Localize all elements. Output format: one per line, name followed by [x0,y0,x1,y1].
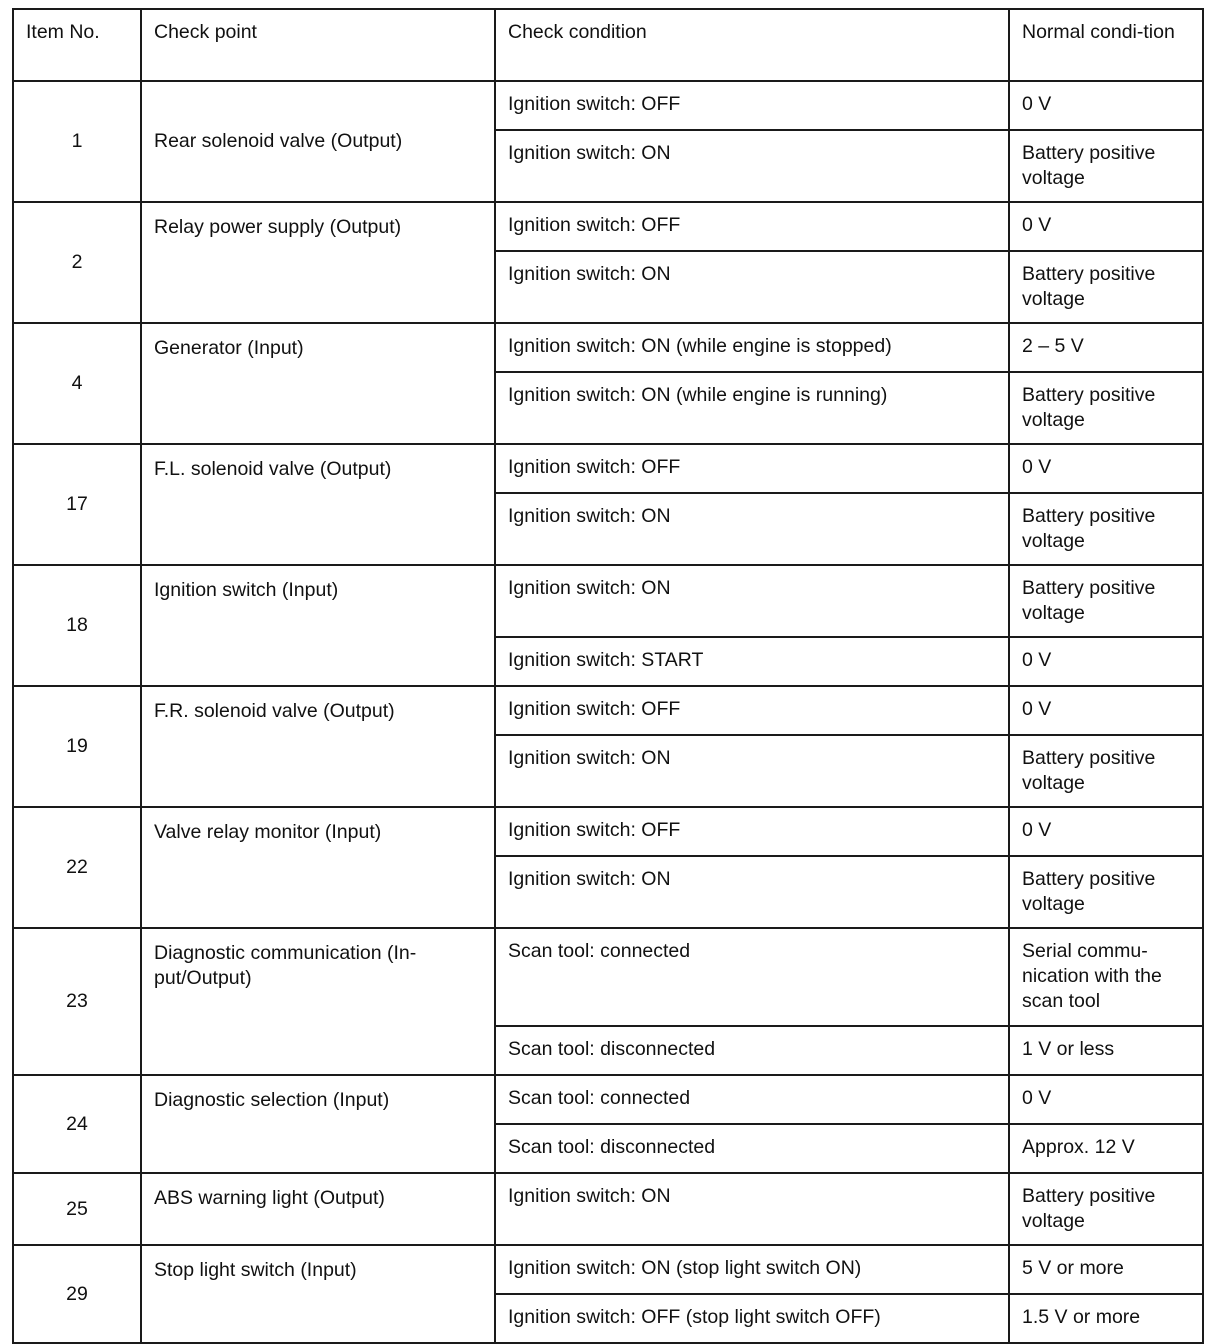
normal-condition: 0 V [1009,637,1203,686]
check-condition: Ignition switch: ON [495,251,1009,323]
table-row [13,202,1203,251]
item-number: 19 [13,686,141,807]
item-number: 1 [13,81,141,202]
normal-condition: 2 – 5 V [1009,323,1203,372]
header-item-no: Item No. [13,9,141,81]
check-condition: Ignition switch: OFF [495,444,1009,493]
table-row [13,1245,1203,1294]
normal-condition: Battery positive voltage [1009,130,1203,202]
table-row [13,81,1203,130]
check-condition: Scan tool: disconnected [495,1026,1009,1075]
table-row [13,565,1203,637]
check-point: F.L. solenoid valve (Output) [141,444,495,565]
check-table [12,8,1204,1344]
normal-condition: Battery positive voltage [1009,372,1203,444]
check-condition: Ignition switch: OFF [495,202,1009,251]
normal-condition: 0 V [1009,1075,1203,1124]
table-row [13,323,1203,372]
normal-condition: Battery positive voltage [1009,735,1203,807]
normal-condition: Battery positive voltage [1009,493,1203,565]
check-condition: Ignition switch: ON [495,493,1009,565]
table-row [13,686,1203,735]
item-number: 4 [13,323,141,444]
check-point: Relay power supply (Output) [141,202,495,323]
normal-condition: Approx. 12 V [1009,1124,1203,1173]
check-condition: Ignition switch: START [495,637,1009,686]
normal-condition: Battery positive voltage [1009,1173,1203,1245]
item-number: 17 [13,444,141,565]
item-number: 29 [13,1245,141,1343]
normal-condition: 0 V [1009,202,1203,251]
item-number: 22 [13,807,141,928]
check-condition: Ignition switch: ON [495,130,1009,202]
normal-condition: Battery positive voltage [1009,565,1203,637]
check-condition: Ignition switch: OFF [495,81,1009,130]
check-point: Diagnostic communication (In-put/Output) [141,928,495,1075]
check-condition: Scan tool: connected [495,928,1009,1026]
check-condition: Ignition switch: ON [495,565,1009,637]
check-condition: Ignition switch: ON [495,735,1009,807]
check-condition: Ignition switch: ON (stop light switch ON) [495,1245,1009,1294]
normal-condition: 1 V or less [1009,1026,1203,1075]
check-condition: Scan tool: disconnected [495,1124,1009,1173]
table-row [13,1173,1203,1245]
normal-condition: Battery positive voltage [1009,251,1203,323]
check-point: Rear solenoid valve (Output) [141,81,495,202]
normal-condition: 1.5 V or more [1009,1294,1203,1343]
check-point: Valve relay monitor (Input) [141,807,495,928]
normal-condition: 0 V [1009,81,1203,130]
check-condition: Ignition switch: ON [495,1173,1009,1245]
table-row [13,928,1203,1026]
check-point: Diagnostic selection (Input) [141,1075,495,1173]
check-condition: Ignition switch: ON (while engine is running) [495,372,1009,444]
check-condition: Ignition switch: OFF [495,686,1009,735]
check-condition: Ignition switch: ON [495,856,1009,928]
check-point: Ignition switch (Input) [141,565,495,686]
normal-condition: Serial commu-nication with the scan tool [1009,928,1203,1026]
check-condition: Ignition switch: OFF [495,807,1009,856]
check-point: Stop light switch (Input) [141,1245,495,1343]
normal-condition: 0 V [1009,807,1203,856]
check-condition: Ignition switch: ON (while engine is stopped) [495,323,1009,372]
item-number: 2 [13,202,141,323]
table-row [13,444,1203,493]
check-point: Generator (Input) [141,323,495,444]
header-normal-condition: Normal condi-tion [1009,9,1203,81]
header-check-condition: Check condition [495,9,1009,81]
header-check-point: Check point [141,9,495,81]
item-number: 24 [13,1075,141,1173]
normal-condition: 0 V [1009,444,1203,493]
table-row [13,807,1203,856]
check-condition: Scan tool: connected [495,1075,1009,1124]
check-point: F.R. solenoid valve (Output) [141,686,495,807]
check-condition: Ignition switch: OFF (stop light switch OFF) [495,1294,1009,1343]
table-row [13,1075,1203,1124]
header-row [13,9,1203,81]
normal-condition: 5 V or more [1009,1245,1203,1294]
item-number: 18 [13,565,141,686]
normal-condition: 0 V [1009,686,1203,735]
check-point: ABS warning light (Output) [141,1173,495,1245]
normal-condition: Battery positive voltage [1009,856,1203,928]
item-number: 23 [13,928,141,1075]
item-number: 25 [13,1173,141,1245]
